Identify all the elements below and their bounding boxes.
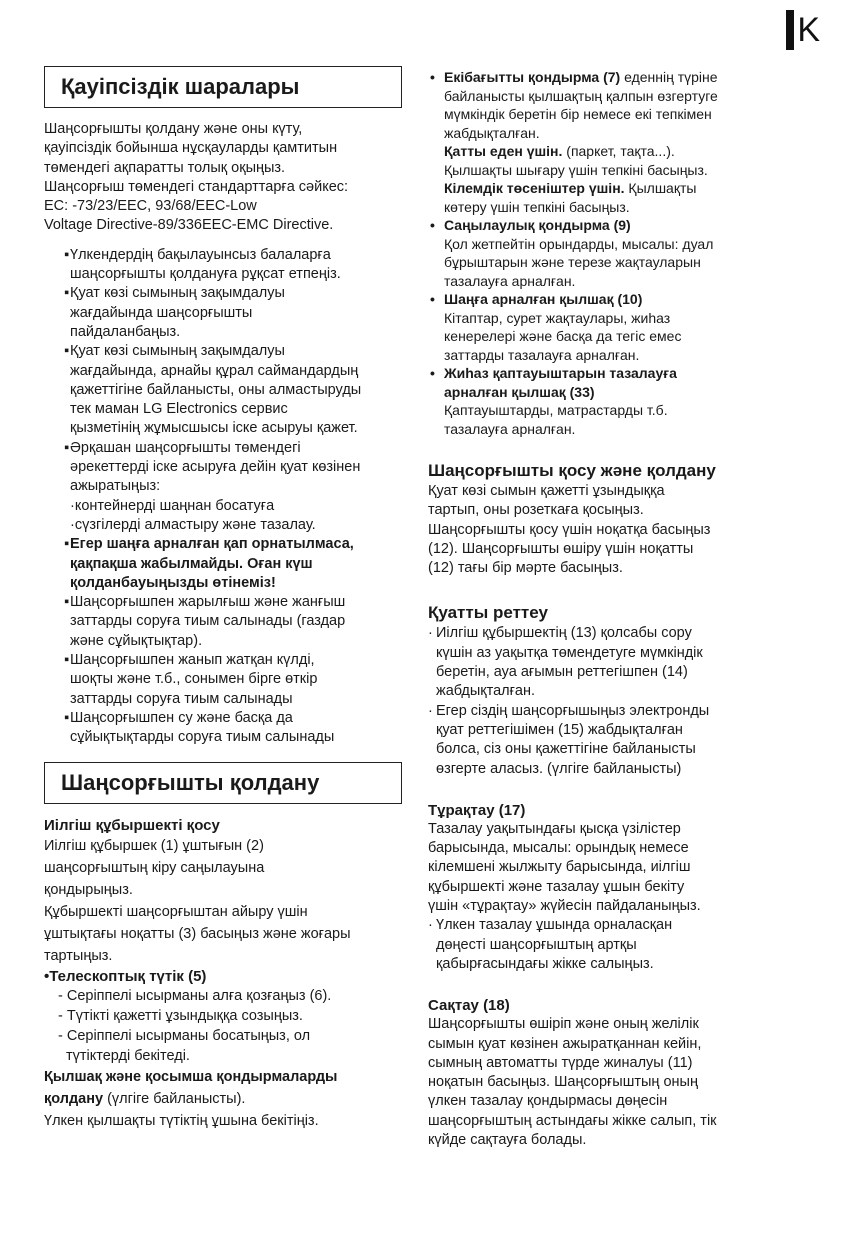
attachment-line: жабдықталған.: [444, 124, 540, 141]
attachment-title: Жиһаз қаптауыштарын тазалауға: [444, 365, 677, 381]
bullet-line: қақпақша жабылмайды. Оған күш: [70, 555, 313, 572]
attachment-title: арналған қылшақ (33): [444, 383, 595, 400]
bullet-line: тек маман LG Electronics сервис: [70, 401, 288, 418]
safety-title: Қауіпсіздік шаралары: [61, 74, 300, 99]
connect-title: Шаңсорғышты қосу және қолдану: [428, 461, 716, 480]
hose-line: шаңсорғыштың кіру саңылауына: [44, 859, 265, 876]
bullet-line: Әрқашан шаңсорғышты төмендегі: [70, 439, 301, 456]
connect-line: (12) тағы бір мәрте басыңыз.: [428, 560, 623, 577]
usage-title-box: [44, 762, 402, 804]
bullet-line: Қуат көзі сымының зақымдалуы: [70, 285, 285, 302]
telescope-heading: •Телескоптық түтік (5): [44, 967, 207, 985]
storage-line: шаңсорғыштың астындағы жікке салып, тік: [428, 1112, 717, 1129]
hose-section: [44, 816, 414, 967]
telescope-step: - Серіппелі ысырманы алға қозғаңыз (6).: [58, 987, 332, 1004]
hose-heading: Иілгіш құбыршекті қосу: [44, 816, 220, 834]
attachment-line: заттарды тазалауға арналған.: [444, 346, 640, 363]
bullet-line: заттарды соруға тиым салынады (газдар: [70, 613, 346, 630]
parking-title: Тұрақтау (17): [428, 801, 526, 819]
bullet-line: қызметінің жұмысшысы іске асыруы қажет.: [70, 420, 358, 437]
brush-line: Үлкен қылшақты түтіктің ұшына бекітіңіз.: [44, 1112, 319, 1129]
parking-dot-line: дөңесті шаңсорғыштың артқы: [436, 936, 637, 953]
parking-item: [428, 916, 773, 974]
storage-line: сымның автоматты түрде жиналуы (11): [428, 1054, 693, 1071]
attachment-line: байланысты қылшақтың қалпын өзгертуге: [444, 87, 718, 104]
storage-line: сымын қуат көзінен ажыратқаннан кейін,: [428, 1035, 702, 1052]
intro-line: төмендегі ақпаратты толық оқыңыз.: [44, 159, 286, 176]
storage-section: [428, 996, 773, 1150]
storage-line: Шаңсорғышты өшіріп және оның желілік: [428, 1016, 699, 1033]
bullet-sub-line: ·контейнерді шаңнан босатуға: [70, 497, 275, 514]
bullet-line: пайдаланбаңыз.: [70, 323, 181, 340]
telescope-step: - Серіппелі ысырманы босатыңыз, ол: [58, 1027, 311, 1044]
attachment-line: тазалауға арналған.: [444, 272, 576, 289]
connect-line: (12). Шаңсорғышты өшіру үшін ноқатты: [428, 540, 694, 557]
storage-line: үлкен тазалау қондырмасы дөңесін: [428, 1093, 668, 1110]
telescope-step: - Түтікті қажетті ұзындыққа созыңыз.: [58, 1007, 303, 1024]
brush-section: [44, 1066, 414, 1132]
attachment-crevice: [428, 216, 773, 290]
connect-line: Қуат көзі сымын қажетті ұзындыққа: [428, 483, 665, 499]
hose-line: тартыңыз.: [44, 947, 113, 964]
parking-line: барысында, мысалы: орындық немесе: [428, 840, 689, 857]
attachment-line: Кітаптар, сурет жақтаулары, жиһаз: [444, 309, 671, 326]
bullet-line: Қуат көзі сымының зақымдалуы: [70, 343, 285, 360]
attachment-title-rest: еденнің түріне: [620, 69, 718, 85]
attachment-extra-bold: Қатты еден үшін.: [444, 143, 563, 159]
bullet-line: және сұйықтықтар).: [70, 632, 203, 649]
bullet-line: ажыратыңыз:: [70, 478, 161, 495]
bullet-line: шаңсорғышты қолдануға рұқсат етпеңіз.: [70, 266, 341, 283]
attachment-line: Қаптауыштарды, матрастарды т.б.: [444, 402, 668, 418]
safety-bullet: [44, 284, 414, 342]
attachment-extra: Қылшақты: [624, 180, 697, 196]
safety-bullet: [44, 651, 414, 709]
intro-line: EC: -73/23/EEC, 93/68/EEC-Low: [44, 198, 257, 215]
power-line: болса, сіз оны қажеттігіне байланысты: [436, 741, 696, 758]
safety-bullet: [44, 246, 414, 285]
attachment-title: Екібағытты қондырма (7): [444, 69, 621, 85]
connect-line: Шаңсорғышты қосу үшін ноқатқа басыңыз: [428, 521, 711, 538]
parking-dot-line: Үлкен тазалау ұшында орналасқан: [436, 917, 673, 934]
attachment-dust-brush: [428, 290, 773, 364]
power-item: [428, 624, 773, 701]
attachment-extra: Қылшақты шығару үшін тепкіні басыңыз.: [444, 161, 708, 178]
language-bar: [786, 10, 794, 50]
bullet-line: заттарды соруға тиым салынады: [70, 690, 293, 707]
power-line: жабдықталған.: [436, 683, 536, 700]
parking-dot-line: қабырғасындағы жікке салыңыз.: [436, 955, 654, 972]
intro-line: Шаңсорғышты қолдану және оны күту,: [44, 121, 303, 137]
bullet-line: қажеттігіне байланысты, оны алмастыруды: [70, 381, 362, 398]
power-line: Егер сіздің шаңсорғышыңыз электронды: [436, 702, 710, 719]
power-line: Иілгіш құбыршектің (13) қолсабы сору: [436, 625, 692, 642]
right-column: [428, 68, 773, 1150]
hose-line: ұштықтағы ноқатты (3) басыңыз және жоғары: [44, 925, 351, 942]
bullet-line: сұйықтықтарды соруға тиым салынады: [70, 729, 335, 746]
connect-line: тартып, оны розеткаға қосыңыз.: [428, 502, 644, 519]
left-column: [44, 66, 414, 1132]
safety-bullet: [44, 439, 414, 535]
bullet-sub-line: ·сүзгілерді алмастыру және тазалау.: [70, 516, 316, 533]
intro-line: қауіпсіздік бойынша нұсқауларды қамтитын: [44, 140, 338, 157]
attachment-title: Саңылаулық қондырма (9): [444, 217, 631, 233]
parking-line: үшін «тұрақтау» жүйесін пайдаланыңыз.: [428, 898, 701, 915]
storage-line: күйде сақтауға болады.: [428, 1132, 587, 1149]
bullet-line: Шаңсорғышпен жанып жатқан күлді,: [70, 652, 315, 669]
attachment-line: Қол жетпейтін орындарды, мысалы: дуал: [444, 235, 714, 252]
attachment-extra: көтеру үшін тепкіні басыңыз.: [444, 198, 630, 215]
brush-heading: Қылшақ және қосымша қондырмаларды: [44, 1068, 338, 1085]
bullet-line: шоқты және т.б., сонымен бірге өткір: [70, 671, 318, 688]
safety-intro: [44, 120, 414, 236]
power-section: [428, 602, 773, 778]
usage-title: Шаңсорғышты қолдану: [61, 769, 320, 795]
attachment-line: бұрыштарын және терезе жақтауларын: [444, 254, 701, 270]
attachment-line: мүмкіндік беретін бір немесе екі тепкімен: [444, 106, 712, 122]
brush-heading-line: [44, 1088, 414, 1110]
telescope-section: [44, 967, 414, 1066]
language-letter: K: [797, 11, 820, 49]
telescope-step: түтіктерді бекітеді.: [66, 1047, 190, 1064]
safety-title-box: [44, 66, 402, 108]
hose-line: Құбыршекті шаңсорғыштан айыру үшін: [44, 903, 308, 920]
safety-bullet: [44, 593, 414, 651]
power-line: өзгерте аласыз. (үлгіге байланысты): [436, 760, 682, 777]
safety-bullet-warning: [44, 535, 414, 593]
attachment-line: кенерелері және басқа да тегіс емес: [444, 328, 682, 344]
parking-line: кілемшені жылжыту барысында, иілгіш: [428, 859, 691, 876]
storage-line: ноқатын басыңыз. Шаңсорғыштың оның: [428, 1074, 698, 1091]
parking-line: Тазалау уақытындағы қысқа үзілістер: [428, 820, 681, 837]
safety-bullet: [44, 709, 414, 748]
parking-section: [428, 801, 773, 974]
attachment-upholstery: [428, 364, 773, 438]
power-line: қуат реттегішімен (15) жабдықталған: [436, 721, 683, 738]
hose-line: қондырыңыз.: [44, 881, 133, 898]
attachments-list: [428, 68, 773, 438]
attachment-line: тазалауға арналған.: [444, 420, 576, 437]
connect-section: [428, 460, 773, 578]
bullet-line: жағдайында, арнайы құрал саймандардың: [70, 362, 359, 379]
bullet-line: Шаңсорғышпен су және басқа да: [70, 709, 293, 726]
power-title: Қуатты реттеу: [428, 603, 548, 623]
brush-heading-note: (үлгіге байланысты).: [103, 1090, 246, 1107]
safety-bullets: [44, 246, 414, 748]
power-item: [428, 702, 773, 779]
hose-line: Иілгіш құбыршек (1) ұштығын (2): [44, 837, 264, 854]
bullet-line: Үлкендердің бақылауынсыз балаларға: [70, 246, 331, 263]
bullet-line: жағдайында шаңсорғышты: [70, 304, 253, 321]
storage-title: Сақтау (18): [428, 997, 510, 1015]
attachment-title: Шаңға арналған қылшақ (10): [444, 291, 643, 307]
intro-line: Шаңсорғыш төмендегі стандарттарға сәйкес:: [44, 178, 349, 195]
bullet-line: қолданбауыңызды өтінеміз!: [70, 574, 276, 591]
attachment-extra-bold: Кілемдік төсеніштер үшін.: [444, 180, 625, 196]
brush-heading-bold: қолдану: [44, 1090, 104, 1107]
attachment-two-way: [428, 68, 773, 216]
power-line: күшін аз уақытқа төмендетуге мүмкіндік: [436, 644, 703, 661]
parking-line: құбыршекті және тазалау ұшын бекіту: [428, 878, 685, 895]
safety-bullet: [44, 342, 414, 438]
language-marker: [786, 10, 820, 50]
bullet-line: Шаңсорғышпен жарылғыш және жанғыш: [70, 594, 346, 611]
attachment-extra: (паркет, тақта...).: [562, 143, 675, 159]
bullet-line: Егер шаңға арналған қап орнатылмаса,: [70, 536, 354, 553]
bullet-line: әрекеттерді іске асыруға дейін қуат көзінен: [70, 459, 361, 476]
power-line: беретін, ауа ағымын реттегішпен (14): [436, 664, 688, 681]
intro-line: Voltage Directive-89/336EEC-EMC Directive.: [44, 217, 334, 234]
